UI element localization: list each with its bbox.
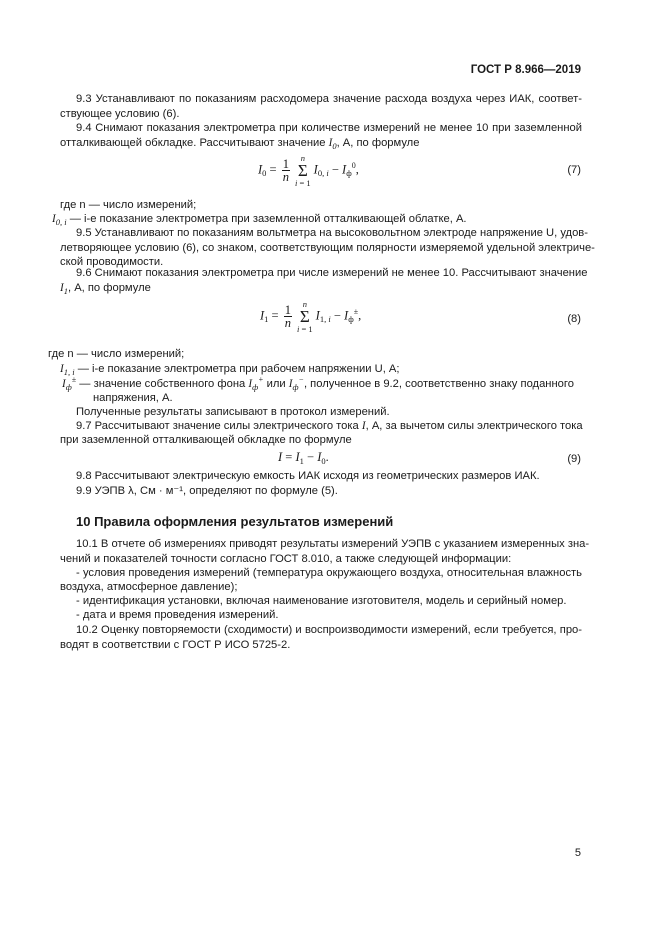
para-9-7-line-1 xyxy=(76,419,582,434)
formula-8: $I_1$ = $\frac{1}{n}$ n Σ i = 1 $I_{1, i} - I_ф^\pm$, xyxy=(260,299,362,334)
symbol-iphi-plus: $I_ф^+$ xyxy=(248,375,264,392)
symbol-i1i: $I_{1, i}$ xyxy=(60,363,75,377)
where-7-line-2 xyxy=(52,212,574,227)
section-10-heading: 10 Правила оформления результатов измерений xyxy=(76,514,394,529)
para-9-6-text: , А, по формуле xyxy=(67,282,151,294)
where-7-text: — i-е показание электрометра при заземленной отталкивающей облатке, А. xyxy=(66,213,467,225)
para-10-2-line-2: водят в соответствии с ГОСТ Р ИСО 5725-2. xyxy=(60,639,291,651)
results-line: Полученные результаты записывают в протокол измерений. xyxy=(76,406,390,418)
para-9-5-line-3: ской проводимости. xyxy=(60,256,164,268)
para-10-1-line-3: - условия проведения измерений (температура окружающего воздуха, относительная влажность xyxy=(76,567,582,579)
document-standard-number: ГОСТ Р 8.966—2019 xyxy=(470,64,581,76)
page-number: 5 xyxy=(574,847,581,859)
where-8-line-2 xyxy=(60,362,582,377)
para-10-2-line-1: 10.2 Оценку повторяемости (сходимости) и воспроизводимости измерений, если требуется, про- xyxy=(76,624,582,636)
para-10-1-line-5: - идентификация установки, включая наименование изготовителя, модель и серийный номер. xyxy=(76,595,567,607)
para-9-4-line-2 xyxy=(60,136,582,151)
formula-8-number: (8) xyxy=(567,313,581,325)
where-8-text-3c: , полученное в 9.2, соответственно знаку поданного xyxy=(303,378,574,390)
para-9-4-text-a: отталкивающей обкладке. Рассчитывают значение xyxy=(60,137,329,149)
where-8-line-1: где n — число измерений; xyxy=(48,348,185,360)
symbol-i: I xyxy=(361,420,366,432)
where-8-text-2: — i-е показание электрометра при рабочем напряжении U, А; xyxy=(74,363,400,375)
para-9-6-line-1: 9.6 Снимают показания электрометра при числе измерений не менее 10. Рассчитывают значение xyxy=(76,267,588,279)
para-9-9: 9.9 УЭПВ λ, См · м⁻¹, определяют по формуле (5). xyxy=(76,485,338,497)
para-9-7-text-b: , А, за вычетом силы электрического тока xyxy=(365,420,583,432)
para-9-8: 9.8 Рассчитывают электрическую емкость ИАК исходя из геометрических размеров ИАК. xyxy=(76,470,540,482)
para-10-1-line-1: 10.1 В отчете об измерениях приводят результаты измерений УЭПВ с указанием измеренных зна- xyxy=(76,538,590,550)
para-9-5-line-2: летворяющее условию (6), со знаком, соответствующим полярности измеряемой удельной электриче- xyxy=(60,242,595,254)
para-9-4-line-1: 9.4 Снимают показания электрометра при количестве измерений не менее 10 при заземленной xyxy=(76,122,582,134)
symbol-iphi: $I_ф^\pm$ xyxy=(62,375,77,392)
para-9-7-line-2: при заземленной отталкивающей обкладке по формуле xyxy=(60,434,352,446)
where-8-line-3 xyxy=(62,377,582,392)
para-10-1-line-6: - дата и время проведения измерений. xyxy=(76,609,279,621)
symbol-i0: $I_0$ xyxy=(328,137,337,151)
para-9-3-line-1: 9.3 Устанавливают по показаниям расходомера значение расхода воздуха через ИАК, соответ- xyxy=(76,93,582,105)
para-9-5-line-1: 9.5 Устанавливают по показаниям вольтметра на высоковольтном электроде напряжение U, удов- xyxy=(76,227,588,239)
symbol-i0i: $I_{0, i}$ xyxy=(52,213,67,227)
symbol-iphi-minus: $I_ф^-$ xyxy=(288,375,304,392)
where-8-text-3b: или xyxy=(263,378,289,390)
formula-7: $I_0$ = $\frac{1}{n}$ n Σ i = 1 $I_{0, i} - I_ф^0$, xyxy=(258,153,359,188)
para-9-4-text-b: , А, по формуле xyxy=(336,137,420,149)
formula-9: $I = I_1 - I_0$. xyxy=(278,450,329,466)
where-8-line-4: напряжения, А. xyxy=(93,392,173,404)
para-10-1-line-2: чений и показателей точности согласно ГОСТ 8.010, а также следующей информации: xyxy=(60,553,512,565)
para-10-1-line-4: воздуха, атмосферное давление); xyxy=(60,581,238,593)
formula-9-number: (9) xyxy=(567,453,581,465)
para-9-7-text-a: 9.7 Рассчитывают значение силы электрического тока xyxy=(76,420,362,432)
para-9-6-line-2 xyxy=(60,281,582,296)
where-8-text-3a: — значение собственного фона xyxy=(76,378,249,390)
para-9-3-line-2: ствующее условию (6). xyxy=(60,108,180,120)
where-7-line-1: где n — число измерений; xyxy=(60,199,197,211)
formula-7-number: (7) xyxy=(567,164,581,176)
symbol-i1: $I_1$ xyxy=(60,282,68,296)
